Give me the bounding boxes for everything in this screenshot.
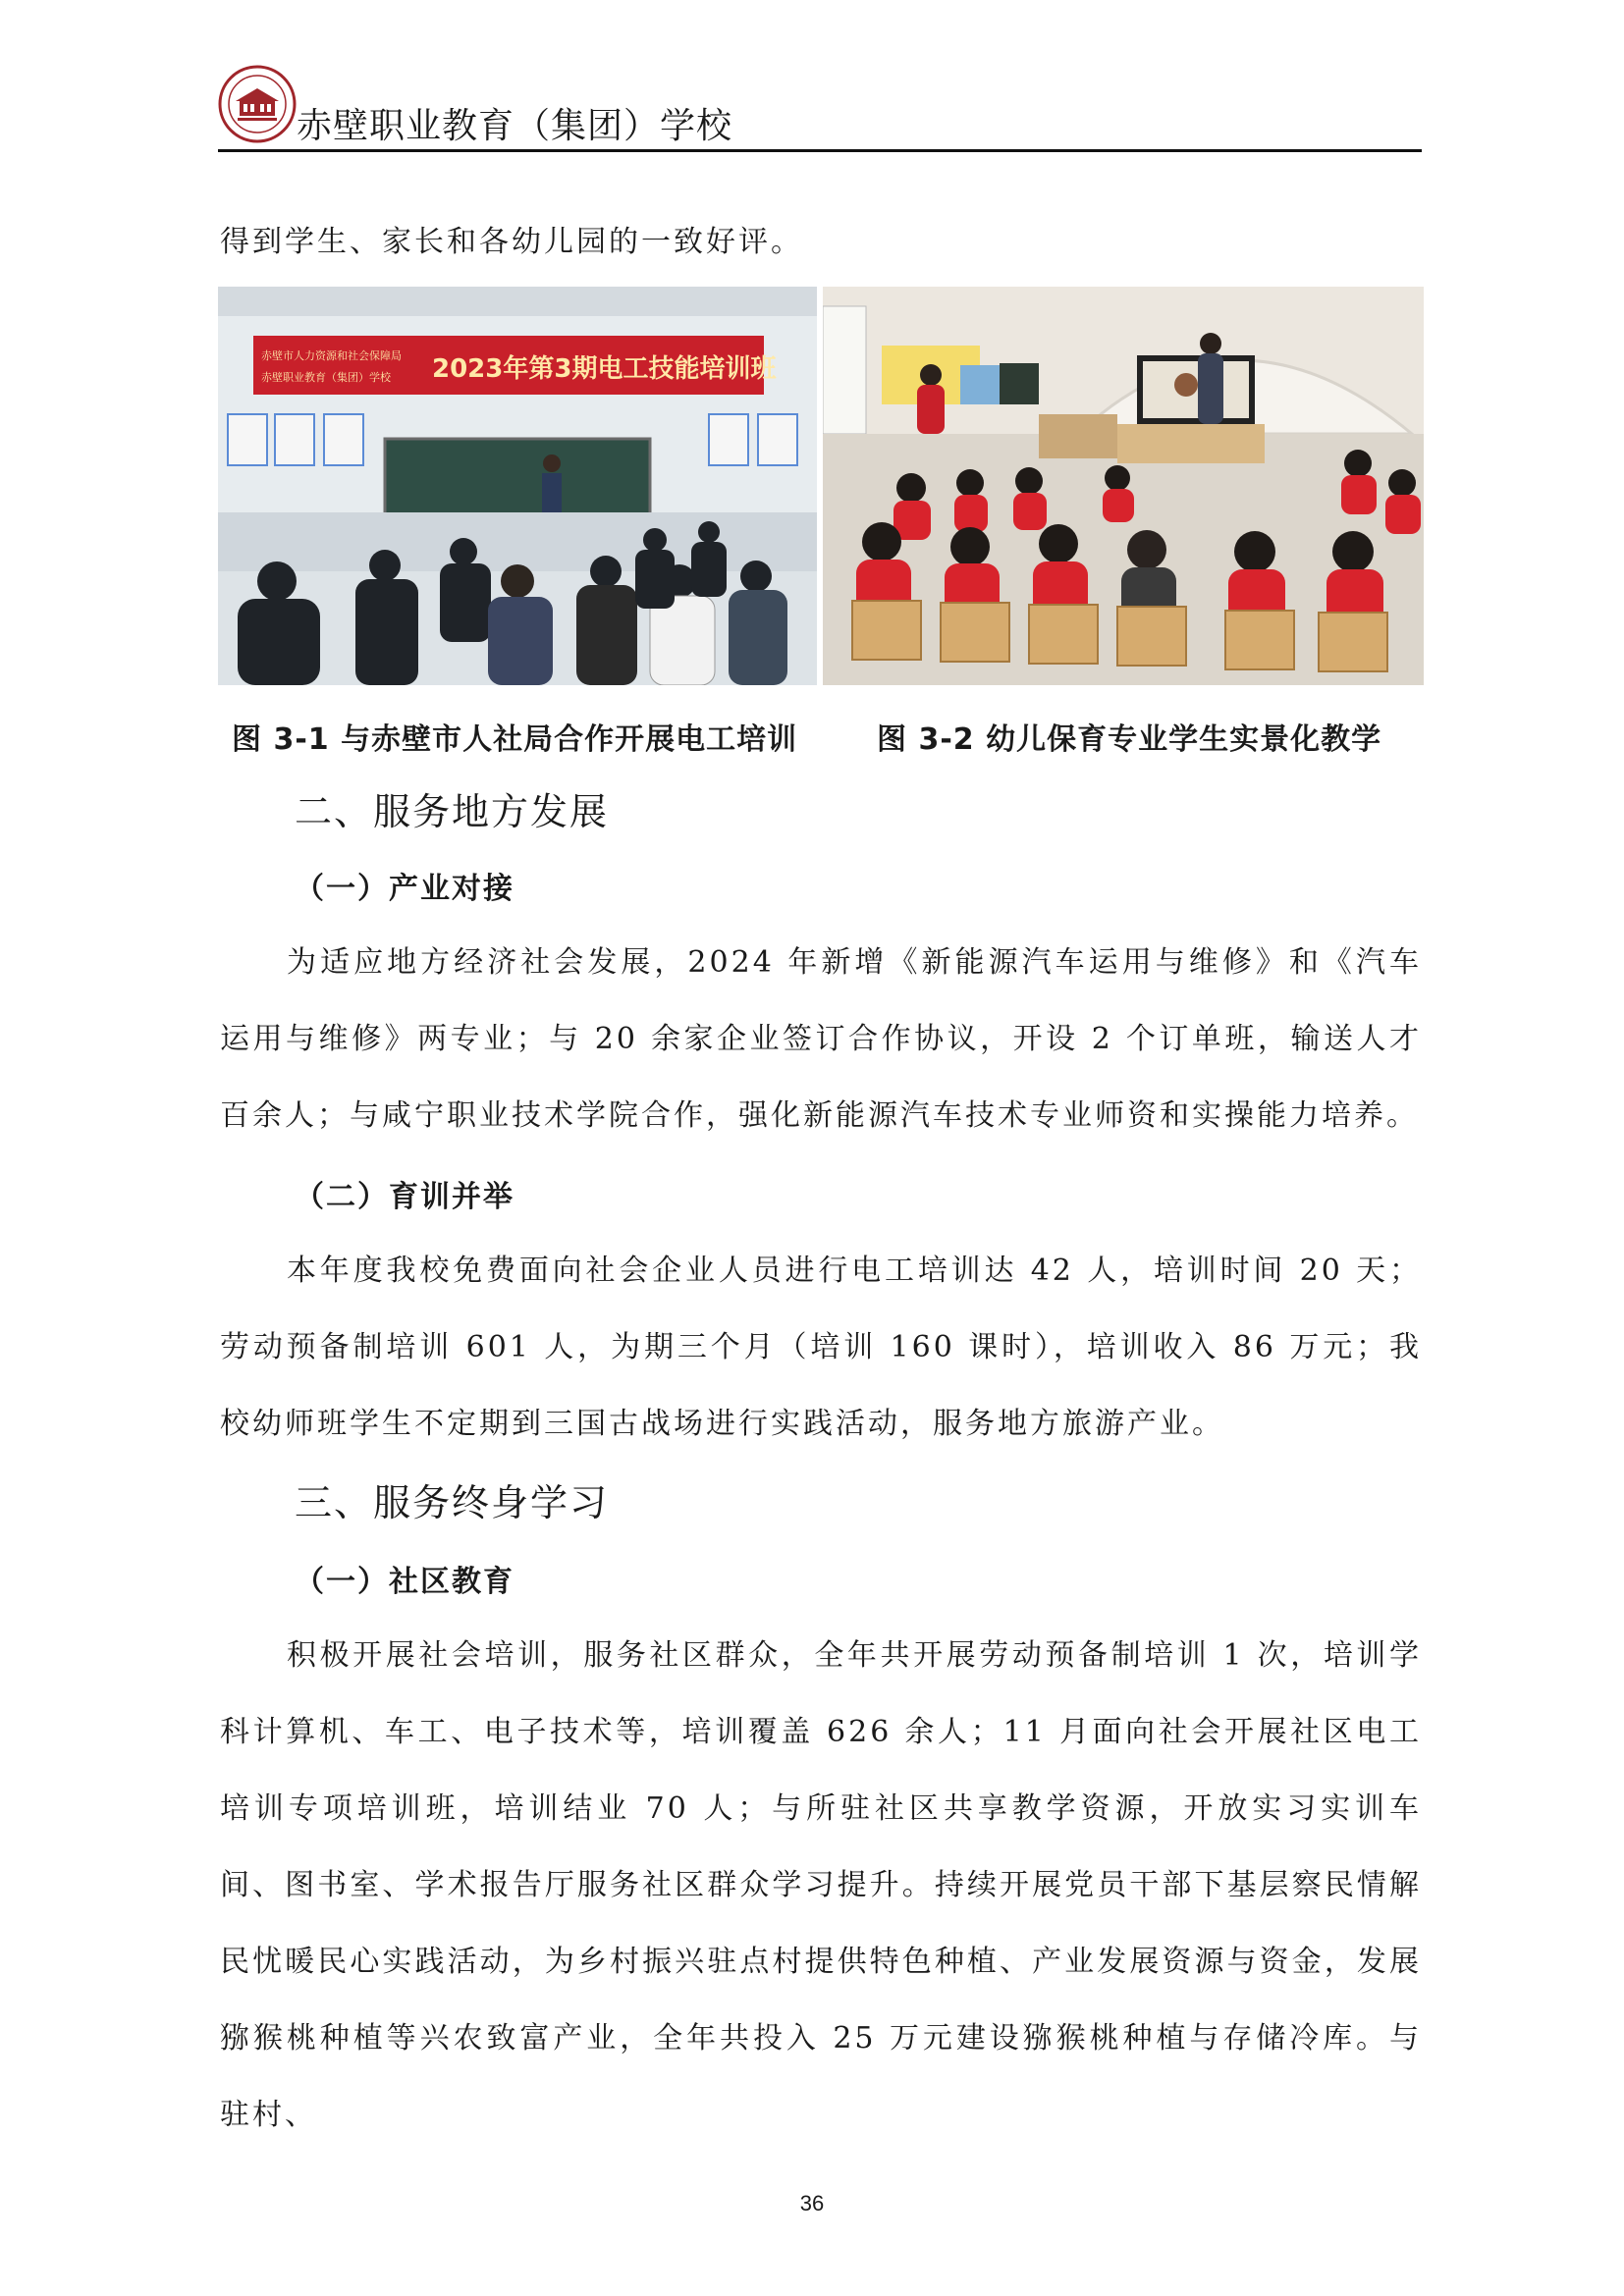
section-2-heading: 二、服务地方发展 xyxy=(295,790,610,833)
banner-line-1: 赤壁市人力资源和社会保障局 xyxy=(261,349,402,362)
figure-3-1-caption: 图 3-1 与赤壁市人社局合作开展电工培训 xyxy=(232,722,798,757)
figure-3-1-photo xyxy=(218,287,817,685)
intro-paragraph: 得到学生、家长和各幼儿园的一致好评。 xyxy=(220,225,803,259)
section-2-2-heading: （二）育训并举 xyxy=(295,1180,514,1214)
section-3-1-heading: （一）社区教育 xyxy=(295,1565,514,1599)
section-2-1-heading: （一）产业对接 xyxy=(295,872,514,906)
figure-3-2-caption: 图 3-2 幼儿保育专业学生实景化教学 xyxy=(877,722,1382,757)
figure-3-2-photo xyxy=(823,287,1424,685)
school-seal-logo-icon xyxy=(218,65,297,143)
section-3-heading: 三、服务终身学习 xyxy=(295,1481,610,1524)
header-divider xyxy=(218,149,1422,152)
page-header xyxy=(218,61,1422,155)
section-3-1-paragraph: 积极开展社会培训，服务社区群众，全年共开展劳动预备制培训 1 次，培训学科计算机、车工、电子技术等，培训覆盖 626 余人；11 月面向社会开展社区电工培训专项培训班，培训结业 70 人；与所驻社区共享教学资源，开放实习实训车间、图书室、学术报告厅服务社区群众学习提升。持续开展党员干部下基层察民情解民忧暖民心实践活动，为乡村振兴驻点村提供特色种植、产业发展资源与资金，发展猕猴桃种植等兴农致富产业，全年共投入 25 万元建设猕猴桃种植与存储冷库。与驻村、 xyxy=(220,1638,1422,2132)
page-number: 36 xyxy=(799,2191,825,2216)
banner-title: 2023年第3期电工技能培训班 xyxy=(432,354,777,384)
banner-line-2: 赤壁职业教育（集团）学校 xyxy=(261,371,391,384)
section-2-2-paragraph: 本年度我校免费面向社会企业人员进行电工培训达 42 人，培训时间 20 天；劳动预备制培训 601 人，为期三个月（培训 160 课时），培训收入 86 万元；我校幼师班学生不定期到三国古战场进行实践活动，服务地方旅游产业。 xyxy=(220,1254,1422,1441)
school-name: 赤壁职业教育（集团）学校 xyxy=(297,106,733,146)
section-2-1-paragraph: 为适应地方经济社会发展，2024 年新增《新能源汽车运用与维修》和《汽车运用与维修》两专业；与 20 余家企业签订合作协议，开设 2 个订单班，输送人才百余人；与咸宁职业技术学院合作，强化新能源汽车技术专业师资和实操能力培养。 xyxy=(220,945,1422,1133)
